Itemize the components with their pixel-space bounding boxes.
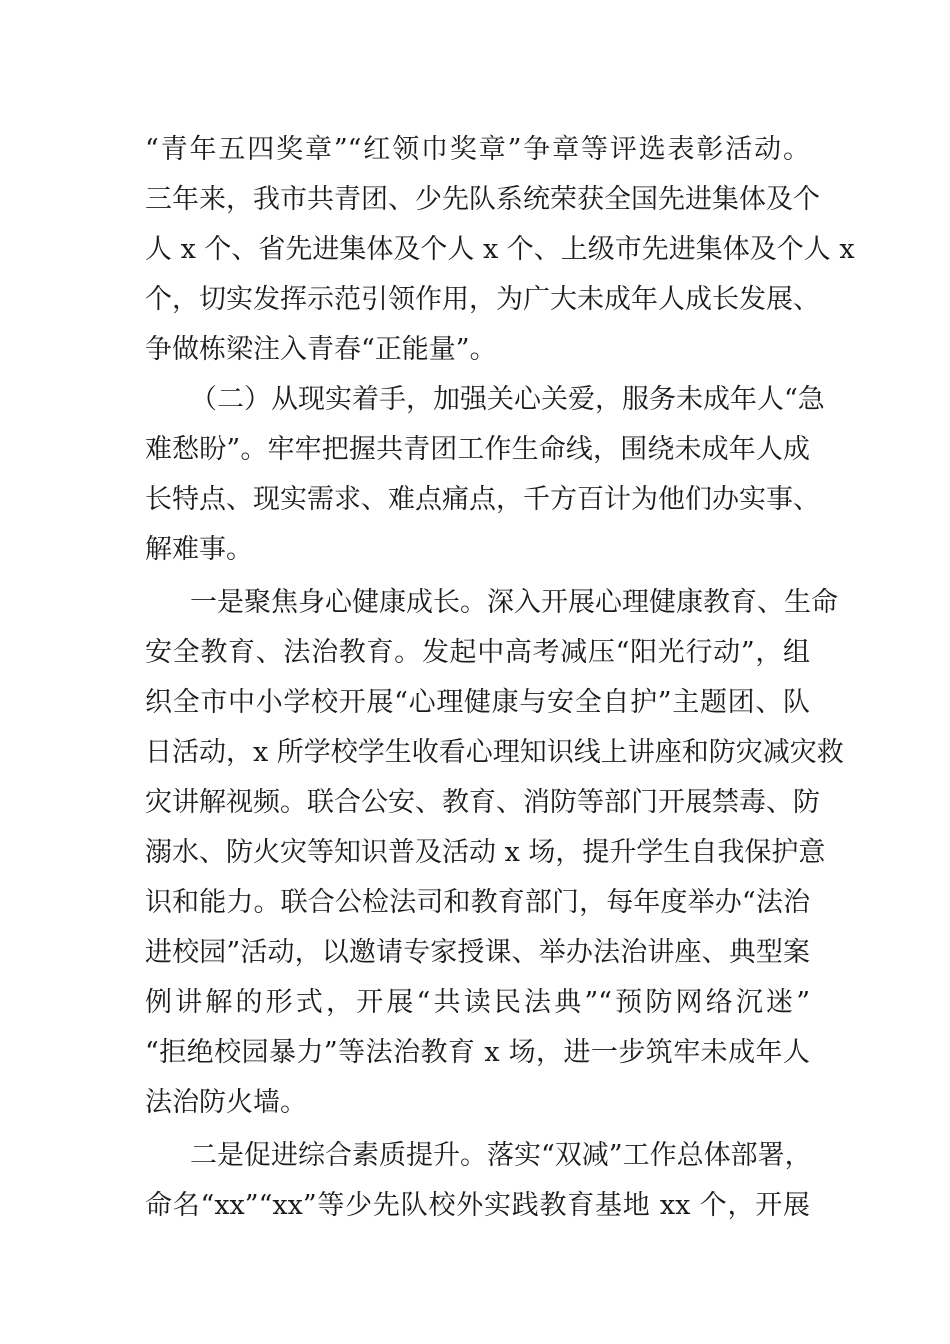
text-line: “拒绝校园暴力”等法治教育 x 场，进一步筑牢未成年人 — [145, 1037, 810, 1068]
text-line: 长特点、现实需求、难点痛点，千方百计为他们办实事、 — [145, 484, 820, 515]
text-line: 溺水、防火灾等知识普及活动 x 场，提升学生自我保护意 — [145, 837, 826, 868]
paragraph-start-line: 一是聚焦身心健康成长。深入开展心理健康教育、生命 — [190, 587, 838, 618]
text-line: 灾讲解视频。联合公安、教育、消防等部门开展禁毒、防 — [145, 787, 820, 818]
text-line: 三年来，我市共青团、少先队系统荣获全国先进集体及个 — [145, 184, 820, 215]
text-line: 难愁盼”。牢牢把握共青团工作生命线，围绕未成年人成 — [145, 434, 810, 465]
text-line: 日活动，x 所学校学生收看心理知识线上讲座和防灾减灾救 — [145, 737, 844, 768]
text-line: 命名“xx”“xx”等少先队校外实践教育基地 xx 个，开展 — [145, 1190, 810, 1221]
paragraph-start-line: 二是促进综合素质提升。落实“双减”工作总体部署， — [190, 1140, 812, 1171]
text-line: 解难事。 — [145, 534, 253, 565]
text-line: 人 x 个、省先进集体及个人 x 个、上级市先进集体及个人 x — [145, 234, 855, 265]
text-line: 安全教育、法治教育。发起中高考减压“阳光行动”，组 — [145, 637, 810, 668]
text-line: 个，切实发挥示范引领作用，为广大未成年人成长发展、 — [145, 284, 820, 315]
text-line: 例讲解的形式，开展“共读民法典”“预防网络沉迷” — [145, 987, 810, 1018]
text-line: 争做栋梁注入青春“正能量”。 — [145, 334, 497, 365]
section-heading-line: （二）从现实着手，加强关心关爱，服务未成年人“急 — [190, 384, 825, 415]
text-line: 进校园”活动，以邀请专家授课、举办法治讲座、典型案 — [145, 937, 810, 968]
text-line: 识和能力。联合公检法司和教育部门，每年度举办“法治 — [145, 887, 810, 918]
text-line: 法治防火墙。 — [145, 1087, 307, 1118]
text-line: 织全市中小学校开展“心理健康与安全自护”主题团、队 — [145, 687, 810, 718]
text-line: “青年五四奖章”“红领巾奖章”争章等评选表彰活动。 — [145, 134, 810, 165]
